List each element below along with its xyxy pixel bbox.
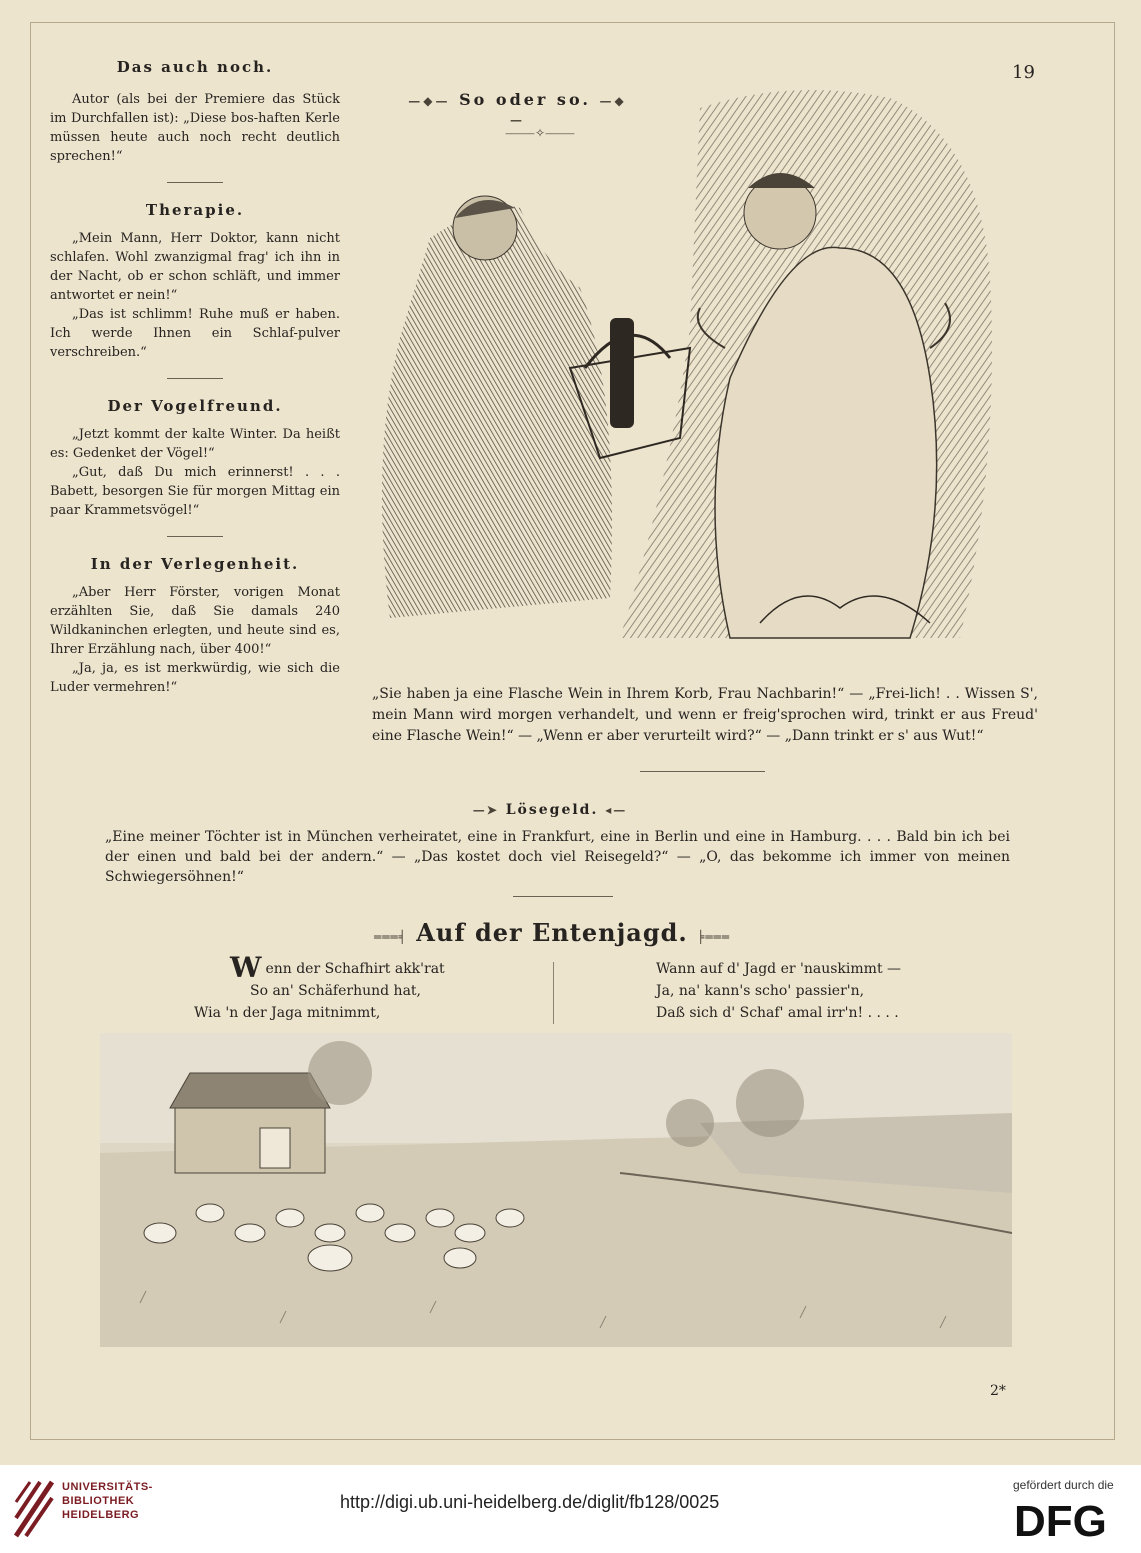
verse-line: Daß sich d' Schaf' amal irr'n! . . . . <box>656 1005 899 1021</box>
anecdote-therapie <box>50 201 340 362</box>
anecdote-title: Der Vogelfreund. <box>107 397 283 415</box>
library-logo-icon <box>12 1478 56 1544</box>
page-number: 19 <box>1012 62 1035 83</box>
library-name <box>62 1480 153 1522</box>
illustration-two-women <box>370 78 1010 670</box>
illustration-caption: „Sie haben ja eine Flasche Wein in Ihrem Korb, Frau Nachbarin!“ — „Frei-lich! . . Wissen S', mein Mann wird morgen verhandelt, und wenn er freig'sprochen wird, trinkt er aus Freud' eine Flasche Wein!“ — „Wenn er aber verurteilt wird?“ — „Dann trinkt er s' aus Wut!“ <box>372 686 1038 744</box>
ornament-icon: —◆— <box>510 94 627 127</box>
entenjagd-title <box>330 918 774 947</box>
signature-mark: 2* <box>990 1383 1006 1399</box>
section-divider <box>513 896 613 897</box>
verse-left <box>194 951 510 1024</box>
verse-line: Wia 'n der Jaga mitnimmt, <box>194 1005 381 1021</box>
flourish-icon: ╞═══ <box>697 930 731 944</box>
verse-line: Wann auf d' Jagd er 'nauskimmt — <box>656 961 902 977</box>
anecdote-text: „Gut, daß Du mich erinnerst! . . . Babett, besorgen Sie für morgen Mittag ein paar Krammetsvögel!“ <box>50 465 340 518</box>
ornament-icon: —◆— <box>408 94 451 108</box>
arrow-ornament-icon: —➤ <box>472 803 499 817</box>
anecdote-title: Therapie. <box>145 201 245 219</box>
dfg-logo-icon <box>1014 1498 1124 1546</box>
anecdote-das-auch-noch <box>50 58 340 166</box>
anecdote-text: „Jetzt kommt der kalte Winter. Da heißt es: Gedenket der Vögel!“ <box>50 427 340 461</box>
entenjagd-title-text: Auf der Entenjagd. <box>416 918 688 947</box>
drop-cap: W <box>230 951 262 984</box>
anecdote-text: Autor (als bei der Premiere das Stück im Durchfallen ist): „Diese bos-haften Kerle müssen heute auch noch recht deutlich sprechen!“ <box>50 92 340 164</box>
anecdote-verlegenheit <box>50 555 340 697</box>
section-divider <box>167 378 223 379</box>
library-name-line: BIBLIOTHEK <box>62 1495 135 1507</box>
section-divider <box>167 182 223 183</box>
anecdote-title: Das auch noch. <box>116 58 274 76</box>
verse-line: So an' Schäferhund hat, <box>250 983 421 999</box>
loesegeld-text: „Eine meiner Töchter ist in München verheiratet, eine in Frankfurt, eine in Berlin und eine in Hamburg. . . . Bald bin ich bei der einen und bald bei der andern.“ — „Das kostet doch viel Reisegeld?“ — „O, das bekomme ich immer von meinen Schwiegersöhnen!“ <box>105 829 1010 885</box>
dfg-logo-text: DFG <box>1014 1498 1107 1542</box>
anecdote-text: „Mein Mann, Herr Doktor, kann nicht schlafen. Wohl zwanzigmal frag' ich ihn in der Nacht, ob er schon schläft, und immer antwortet er nein!“ <box>50 231 340 303</box>
library-name-line: UNIVERSITÄTS- <box>62 1481 153 1493</box>
loesegeld-title <box>455 802 645 818</box>
loesegeld-title-text: Lösegeld. <box>505 802 599 818</box>
ornament-icon: ⸻✧⸻ <box>505 126 575 140</box>
verse-line: enn der Schafhirt akk'rat <box>265 961 445 977</box>
anecdote-vogelfreund <box>50 397 340 520</box>
funder-label: gefördert durch die <box>1013 1478 1114 1492</box>
verse-right <box>656 958 976 1024</box>
verse-line: Ja, na' kann's scho' passier'n, <box>656 983 865 999</box>
anecdote-text: „Ja, ja, es ist merkwürdig, wie sich die Luder vermehren!“ <box>50 661 340 695</box>
arrow-ornament-icon: ◂— <box>605 803 628 817</box>
library-name-line: HEIDELBERG <box>62 1509 140 1521</box>
anecdote-title: In der Verlegenheit. <box>90 555 300 573</box>
section-divider <box>640 771 765 772</box>
anecdote-text: „Aber Herr Förster, vorigen Monat erzählten Sie, daß Sie damals 240 Wildkaninchen erlegten, und heute sind es, Ihrer Erzählung nach, über 400!“ <box>50 585 340 657</box>
illustration-landscape-sheep <box>100 1033 1012 1347</box>
left-column <box>50 58 340 697</box>
anecdote-text: „Das ist schlimm! Ruhe muß er haben. Ich werde Ihnen ein Schlaf-pulver verschreiben.“ <box>50 307 340 360</box>
flourish-icon: ═══╡ <box>373 930 407 944</box>
source-url-link[interactable]: http://digi.ub.uni-heidelberg.de/diglit/fb128/0025 <box>340 1492 720 1512</box>
story-title-text: So oder so. <box>459 90 591 109</box>
verse-divider <box>553 962 554 1024</box>
section-divider <box>167 536 223 537</box>
